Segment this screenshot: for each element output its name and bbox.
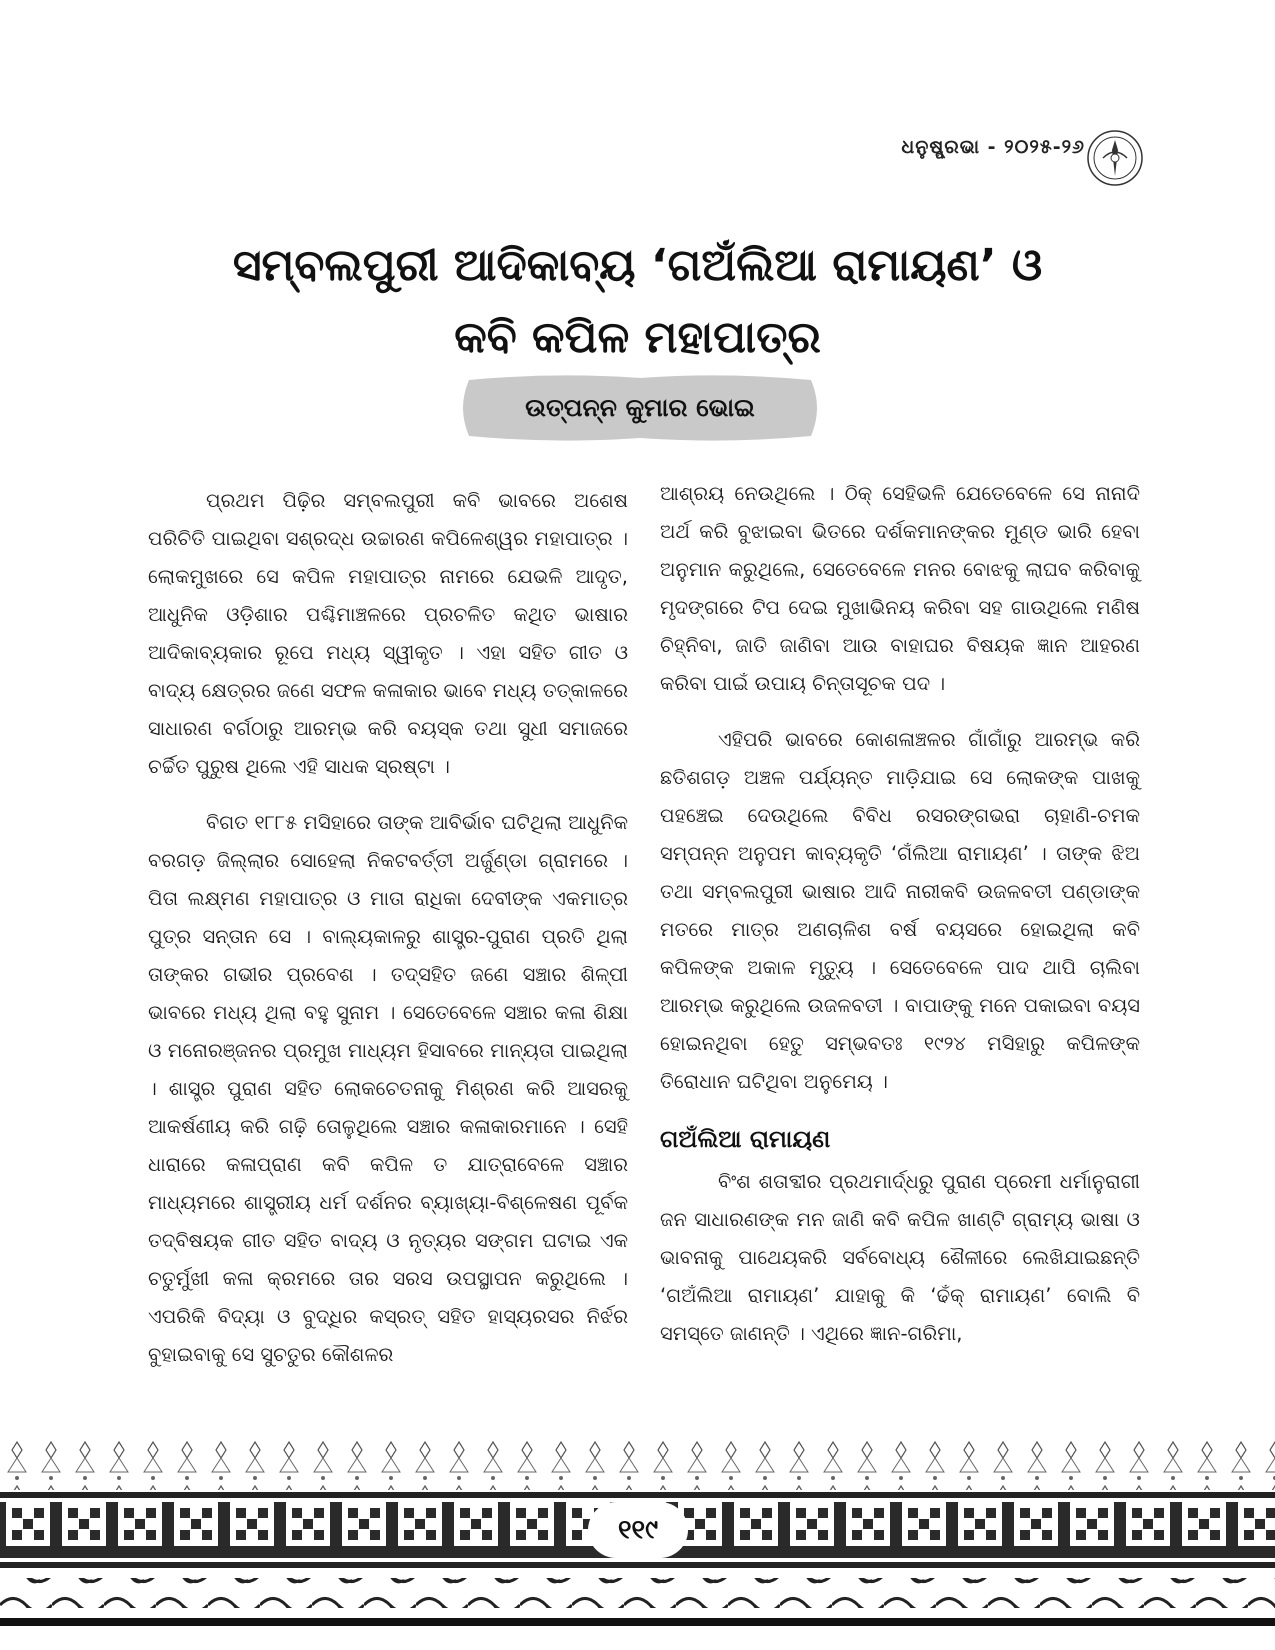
paragraph: ବିଂଶ ଶତାବ୍ଦୀର ପ୍ରଥମାର୍ଦ୍ଧରୁ ପୁରାଣ ପ୍ରେମୀ ଧର୍ମାନୁରାଗୀ ଜନ ସାଧାରଣଙ୍କ ମନ ଜାଣି କବି କପିଳ ଖାଣ୍ଟି ଗ୍ରାମ୍ୟ ଭାଷା ଓ ଭାବନାକୁ ପାଥେୟକରି ସର୍ବବୋଧ୍ୟ ଶୈଳୀରେ ଲେଖିଯାଇଛନ୍ତି ‘ଗଅଁଲିଆ ରାମାୟଣ’ ଯାହାକୁ କି ‘ଢଁକ୍ ରାମାୟଣ’ ବୋଲି ବି ସମସ୍ତେ ଜାଣନ୍ତି । ଏଥିରେ ଜ୍ଞାନ-ଗରିମା, [660, 1170, 1140, 1345]
title-line-1: ସମ୍ବଲପୁରୀ ଆଦିକାବ୍ୟ ‘ଗଅଁଲିଆ ରାମାୟଣ’ ଓ [232, 240, 1043, 291]
paragraph: ବିଗତ ୧୮୮୫ ମସିହାରେ ତାଙ୍କ ଆବିର୍ଭାବ ଘଟିଥିଲା ଆଧୁନିକ ବରଗଡ଼ ଜିଲ୍ଲାର ସୋହେଲା ନିକଟବର୍ତ୍ତୀ ଅର୍ଜୁଣ୍ଡା ଗ୍ରାମରେ । ପିତା ଲକ୍ଷ୍ମଣ ମହାପାତ୍ର ଓ ମାତା ରାଧିକା ଦେବୀଙ୍କ ଏକମାତ୍ର ପୁତ୍ର ସନ୍ତାନ ସେ । ବାଲ୍ୟକାଳରୁ ଶାସ୍ତ୍ର-ପୁରାଣ ପ୍ରତି ଥିଲା ତାଙ୍କର ଗଭୀର ପ୍ରବେଶ । ତଦ୍‌ସହିତ ଜଣେ ସଞ୍ଚାର ଶିଳ୍ପୀ ଭାବରେ ମଧ୍ୟ ଥିଲା ବହୁ ସୁନାମ । ସେତେବେଳେ ସଞ୍ଚାର କଳା ଶିକ୍ଷା ଓ ମନୋରଞ୍ଜନର ପ୍ରମୁଖ ମାଧ୍ୟମ ହିସାବରେ ମାନ୍ୟତା ପାଇଥିଲା । ଶାସ୍ତ୍ର ପୁରାଣ ସହିତ ଲୋକଚେତନାକୁ ମିଶ୍ରଣ କରି ଆସରକୁ ଆକର୍ଷଣୀୟ କରି ଗଢ଼ି ତୋଳୁଥିଲେ ସଞ୍ଚାର କଳାକାରମାନେ । ସେହି ଧାରାରେ କଳାପ୍ରାଣ କବି କପିଳ ତ ଯାତ୍ରାବେଳେ ସଞ୍ଚାର ମାଧ୍ୟମରେ ଶାସ୍ତ୍ରୀୟ ଧର୍ମ ଦର୍ଶନର ବ୍ୟାଖ୍ୟା-ବିଶ୍ଳେଷଣ ପୂର୍ବକ ତଦ୍‌ବିଷୟକ ଗୀତ ସହିତ ବାଦ୍ୟ ଓ ନୃତ୍ୟର ସଙ୍ଗମ ଘଟାଇ ଏକ ଚତୁର୍ମୁଖୀ କଳା କ୍ରମରେ ତାର ସରସ ଉପସ୍ଥାପନ କରୁଥିଲେ । ଏପରିକି ବିଦ୍ୟା ଓ ବୁଦ୍ଧିର କସ୍‌ରତ୍ ସହିତ ହାସ୍ୟରସର ନିର୍ଝର ବୁହାଇବାକୁ ସେ ସୁଚତୁର କୌଶଳର [148, 811, 628, 1366]
running-header [901, 136, 1085, 158]
right-column [660, 475, 1140, 1371]
left-column [148, 482, 628, 1392]
page-number: ୧୧୯ [588, 1502, 688, 1558]
paragraph: ଆଶ୍ରୟ ନେଉଥିଲେ । ଠିକ୍ ସେହିଭଳି ଯେତେବେଳେ ସେ ନାନାଦି ଅର୍ଥ କରି ବୁଝାଇବା ଭିତରେ ଦର୍ଶକମାନଙ୍କର ମୁଣ୍ଡ ଭାରି ହେବା ଅନୁମାନ କରୁଥିଲେ, ସେତେବେଳେ ମନର ବୋଝକୁ ଲାଘବ କରିବାକୁ ମୃଦଙ୍ଗରେ ଟିପ ଦେଇ ମୁଖାଭିନୟ କରିବା ସହ ଗାଉଥିଲେ ମଣିଷ ଚିହ୍ନିବା, ଜାତି ଜାଣିବା ଆଉ ବାହାଘର ବିଷୟକ ଜ୍ଞାନ ଆହରଣ କରିବା ପାଇଁ ଉପାୟ ଚିନ୍ତାସୂଚକ ପଦ । [660, 482, 1140, 695]
author-banner [455, 370, 825, 446]
title-line-2: କବି କପିଳ ମହାପାତ୍ର [454, 312, 821, 363]
paragraph: ଏହିପରି ଭାବରେ କୋଶଳାଞ୍ଚଳର ଗାଁଗାଁରୁ ଆରମ୍ଭ କରି ଛତିଶଗଡ଼ ଅଞ୍ଚଳ ପର୍ଯ୍ୟନ୍ତ ମାଡ଼ିଯାଇ ସେ ଲୋକଙ୍କ ପାଖକୁ ପହଞ୍ଚେଇ ଦେଉଥିଲେ ବିବିଧ ରସରଙ୍ଗଭରା ଚାହାଣି-ଚମକ ସମ୍ପନ୍ନ ଅନୁପମ କାବ୍ୟକୃତି ‘ଗଁଲିଆ ରାମାୟଣ’ । ତାଙ୍କ ଝିଅ ତଥା ସମ୍ବଲପୁରୀ ଭାଷାର ଆଦି ନାରୀକବି ଉଜଳବତୀ ପଣ୍ଡାଙ୍କ ମତରେ ମାତ୍ର ଅଣଚାଳିଶ ବର୍ଷ ବୟସରେ ହୋଇଥିଲା କବି କପିଳଙ୍କ ଅକାଳ ମୃତ୍ୟୁ । ସେତେବେଳେ ପାଦ ଥାପି ଚାଲିବା ଆରମ୍ଭ କରୁଥିଲେ ଉଜଳବତୀ । ବାପାଙ୍କୁ ମନେ ପକାଇବା ବୟସ ହୋଇନଥିବା ହେତୁ ସମ୍ଭବତଃ ୧୯୨୪ ମସିହାରୁ କପିଳଙ୍କ ତିରୋଧାନ ଘଟିଥିବା ଅନୁମେୟ । [660, 728, 1140, 1093]
section-heading: ଗଅଁଲିଆ ରାମାୟଣ [660, 1125, 831, 1153]
institution-seal-icon [1085, 128, 1145, 188]
paragraph: ପ୍ରଥମ ପିଢ଼ିର ସମ୍ବଲପୁରୀ କବି ଭାବରେ ଅଶେଷ ପରିଚିତି ପାଇଥିବା ସଶ୍ରଦ୍ଧ ଉଚ୍ଚାରଣ କପିଳେଶ୍ୱର ମହାପାତ୍ର । ଲୋକମୁଖରେ ସେ କପିଳ ମହାପାତ୍ର ନାମରେ ଯେଭଳି ଆଦୃତ, ଆଧୁନିକ ଓଡ଼ିଶାର ପଶ୍ଚିମାଞ୍ଚଳରେ ପ୍ରଚଳିତ କଥିତ ଭାଷାର ଆଦିକାବ୍ୟକାର ରୂପେ ମଧ୍ୟ ସ୍ୱୀକୃତ । ଏହା ସହିତ ଗୀତ ଓ ବାଦ୍ୟ କ୍ଷେତ୍ରର ଜଣେ ସଫଳ କଳାକାର ଭାବେ ମଧ୍ୟ ତତ୍କାଳରେ ସାଧାରଣ ବର୍ଗଠାରୁ ଆରମ୍ଭ କରି ବୟସ୍କ ତଥା ସୁଧୀ ସମାଜରେ ଚର୍ଚ୍ଚିତ ପୁରୁଷ ଥିଲେ ଏହି ସାଧକ ସ୍ରଷ୍ଟା । [148, 489, 628, 778]
article-title [100, 230, 1175, 374]
journal-header: ଧନୁଷ୍ପ୍ରଭା - ୨୦୨୫-୨୬ [901, 136, 1085, 158]
author-name: ଉତ୍ପନ୍ନ କୁମାର ଭୋଇ [525, 393, 755, 422]
